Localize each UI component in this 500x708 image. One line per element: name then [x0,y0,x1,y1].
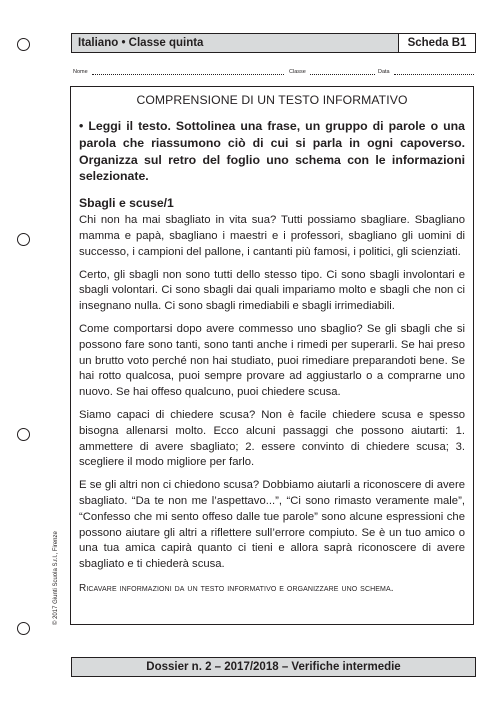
paragraph-1: Chi non ha mai sbagliato in vita sua? Tutti possiamo sbagliare. Sbagliano mamma e papà, sbagliano i maestri e i professori, sbagliano gli uomini di successo, i campioni del pallone, i cantanti più famosi, i politici, gli scienziati. [79,214,465,258]
paragraph-2: Certo, gli sbagli non sono tutti dello stesso tipo. Ci sono sbagli involontari e sbagli volontari. Ci sono sbagli dai quali impariamo molto e sbagli che non ci insegnano nulla. Ci sono sbagli rimediabili e sbagli irrimediabili. [79,268,465,313]
paragraph-4: Siamo capaci di chiedere scusa? Non è facile chiedere scusa e spesso bisogna allenarsi molto. Ecco alcuni passaggi che possono aiutarti: 1. ammettere di avere sbagliato; 2. essere convinto di chiedere scusa; 3. scegliere il modo migliore per farlo. [79,408,465,469]
sheet-label: Scheda B1 [398,34,475,52]
binder-hole-bottom [17,622,30,635]
binder-hole-top [17,38,30,51]
binder-hole-lower [17,428,30,441]
name-label: Nome [73,69,88,75]
exercise-title: COMPRENSIONE DI UN TESTO INFORMATIVO [136,93,408,107]
text-title: Sbagli e scuse/1 [79,196,174,211]
paragraph-5: E se gli altri non ci chiedono scusa? Dobbiamo aiutarli a riconoscere di avere sbagliato. “Da te non me l’aspettavo...”, “Ci sono rimasto veramente male”, “Confesso che mi sento offeso dalle tue parole” sono alcune espressioni che possono aiutare gli altri a riflettere sull’errore compiuto. Se è un tuo amico o una tua amica capirà quanto ci tieni e allora saprà riconoscere di avere sbagliato e ti chiederà scusa. [79,479,465,571]
paragraph-3: Come comportarsi dopo avere commesso uno sbaglio? Se gli sbagli che si possono fare sono tanti, sono tanti anche i rimedi per superarli. Se hai preso un brutto voto perché non hai studiato, puoi rimediare preparandoti bene. Se hai rotto qualcosa, puoi sempre provare ad aggiustarlo o a comprarne uno nuovo. Se hai offeso qualcuno, puoi chiedere scusa. [79,322,465,399]
class-label: Classe [289,69,306,75]
page-footer: Dossier n. 2 – 2017/2018 – Verifiche intermedie [71,657,476,677]
class-field[interactable] [310,66,375,75]
name-field[interactable] [92,66,284,75]
instruction-text: • Leggi il testo. Sottolinea una frase, un gruppo di parole o una parola che riassumono ciò di cui si parla in ogni capoverso. Organizza sul retro del foglio uno schema con le informazioni selezionate. [79,119,465,184]
page-header [71,33,476,53]
subject-label: Italiano • Classe quinta [78,37,204,49]
date-label: Data [378,69,390,75]
binder-hole-upper [17,233,30,246]
name-bar [71,66,476,78]
copyright-notice: © 2017 Giunti Scuola S.r.l., Firenze [53,531,59,625]
exercise-box [70,86,474,625]
date-field[interactable] [394,66,474,75]
learning-objective: Ricavare informazioni da un testo informativo e organizzare uno schema. [79,582,394,594]
